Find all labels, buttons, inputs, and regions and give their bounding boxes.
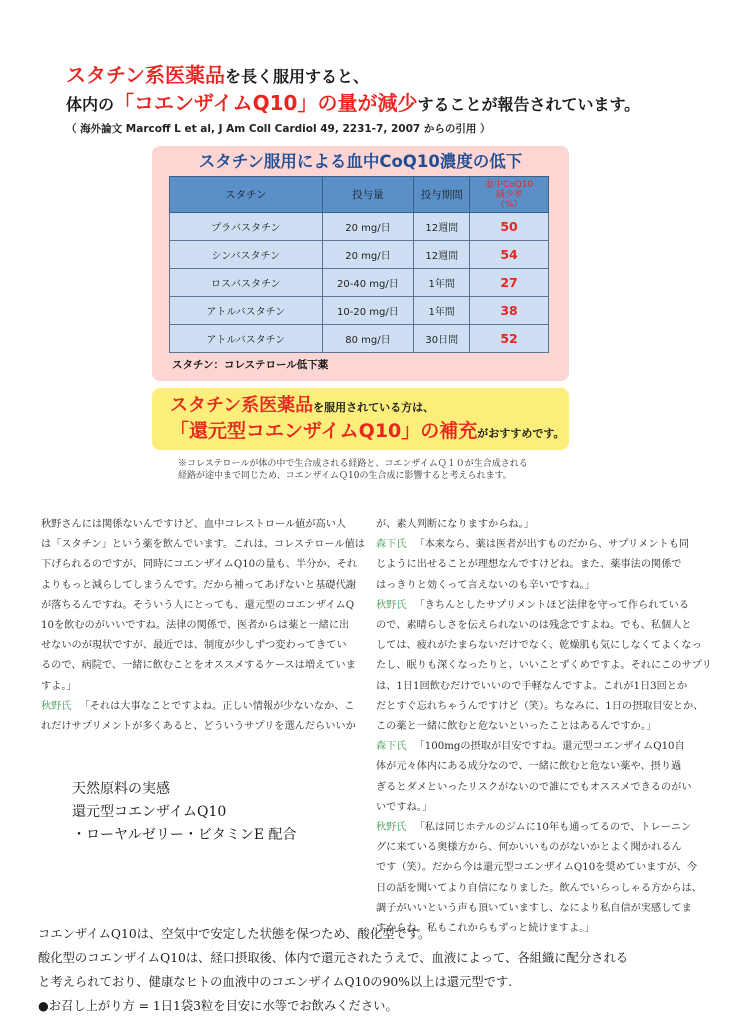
speaker-label: 森下氏	[376, 741, 407, 753]
interview-line: いですね。」	[376, 801, 433, 813]
interview-line: よりもっと減らしてしまうんです。だから補ってあげないと基礎代謝	[41, 579, 356, 591]
table-title: スタチン服用による血中CoQ10濃度の低下	[198, 152, 523, 171]
recommendation-line-1	[170, 394, 569, 420]
interview-line: 日の話を聞いてより自信になりました。飲んでいらっしゃる方からは、	[376, 882, 702, 894]
dosage-instructions: ●お召し上がり方 = 1日1袋3粒を目安に水等でお飲みください。	[38, 999, 398, 1013]
table-row	[170, 213, 549, 241]
interview-line	[376, 596, 696, 616]
header-dose: 投与量	[322, 177, 414, 213]
biosynthesis-note	[178, 458, 528, 482]
statin-reduction: 54	[470, 241, 549, 269]
interview-line: 10を飲むのがいいですね。法律の関係で、医者からは薬と一緒に出	[41, 620, 350, 632]
interview-text: 「きちんとしたサプリメントほど法律を守って作られている	[414, 599, 690, 611]
statin-name: アトルバスタチン	[170, 325, 323, 353]
interview-text: 「私は同じホテルのジムに10年も通ってるので、トレーニン	[414, 822, 692, 834]
table-row	[170, 297, 549, 325]
headline-line-2-rest: することが報告されています。	[417, 95, 641, 114]
speaker-label: 森下氏	[376, 539, 407, 551]
statin-dose: 20-40 mg/日	[322, 269, 414, 297]
note-line: ※コレステロールが体の中で生合成される経路と、コエンザイムＱ１０が生合成される	[178, 459, 528, 469]
interview-line: 調子がいいという声も頂いていますし、なにより私自信が実感してま	[376, 902, 692, 914]
interview-line	[376, 737, 696, 757]
table-header-row	[170, 177, 549, 213]
statin-reduction: 52	[470, 325, 549, 353]
statin-dose: 80 mg/日	[322, 325, 414, 353]
description-line: 酸化型のコエンザイムQ10は、経口摂取後、体内で還元されたうえで、血液によって、各組織に配分される	[38, 951, 629, 965]
product-line: 還元型コエンザイムQ10	[72, 804, 227, 820]
header-rate-line-2: 減少率	[495, 189, 523, 200]
interview-line: るので、病院で、一緒に飲むことをオススメするケースは増えていま	[41, 660, 356, 672]
statin-name: アトルバスタチン	[170, 297, 323, 325]
interview-line: 下げられるのですが、同時にコエンザイムQ10の量も、半分か、それ	[41, 559, 358, 571]
interview-line	[376, 818, 696, 838]
speaker-label: 秋野氏	[41, 700, 72, 712]
statin-name: プラバスタチン	[170, 213, 323, 241]
interview-line: だとすぐ忘れちゃうんですけど（笑）。ちなみに、1日の摂取目安とか、	[376, 700, 704, 712]
statin-dose: 20 mg/日	[322, 241, 414, 269]
header-rate-line-3: （%）	[495, 199, 523, 210]
table-row	[170, 241, 549, 269]
speaker-label: 秋野氏	[376, 822, 407, 834]
interview-line: は、1日1回飲むだけでいいので手軽なんですよ。これが1日3回とか	[376, 680, 688, 692]
statin-duration: 12週間	[414, 213, 470, 241]
interview-line	[41, 697, 361, 717]
interview-text: 「それは大事なことですよね。正しい情報が少ないなか、こ	[79, 700, 355, 712]
header-duration: 投与期間	[414, 177, 470, 213]
citation: （ 海外論文 Marcoff L et al, J Am Coll Cardiol 49, 2231-7, 2007 からの引用 ）	[66, 123, 491, 135]
interview-line: せないのが現状ですが、最近では、制度が少しずつ変わってきてい	[41, 640, 347, 652]
table-row	[170, 325, 549, 353]
recommendation-coq10-highlight: 「還元型コエンザイムQ10」の補充	[170, 420, 478, 442]
product-tagline	[72, 778, 297, 847]
interview-line: が、素人判断になりますからね。」	[376, 519, 534, 530]
headline-statin-highlight: スタチン系医薬品	[66, 63, 225, 87]
statin-table-panel	[152, 146, 569, 381]
headline	[66, 62, 716, 136]
interview-text: 「100mgの摂取が目安ですね。還元型コエンザイムQ10自	[414, 741, 685, 753]
product-description	[38, 922, 628, 1018]
recommendation-line-1-rest: を服用されている方は、	[313, 401, 435, 414]
recommendation-line-2	[170, 420, 569, 445]
headline-line-1	[66, 62, 716, 90]
interview-line: ぎるとダメといったリスクがないので誰にでもオススメできるのがい	[376, 781, 692, 793]
table-footnote: スタチン：コレステロール低下薬	[172, 359, 329, 371]
interview-line: が落ちるんですね。そういう人にとっても、還元型のコエンザイムQ	[41, 599, 355, 611]
table-row	[170, 269, 549, 297]
statin-table	[169, 176, 549, 353]
statin-dose: 20 mg/日	[322, 213, 414, 241]
interview-line: は「スタチン」という薬を飲んでいます。これは、コレステロール値は	[41, 539, 365, 551]
interview-line: すからね。私もこれからもずっと続けますよ。」	[376, 923, 595, 935]
interview-line: グに来ている奥様方から、何かいいものがないかとよく聞かれるん	[376, 842, 682, 854]
headline-coq10-highlight: 「コエンザイムQ10」の量が減少	[114, 91, 418, 115]
interview-right-column	[376, 515, 712, 939]
interview-line: 秋野さんには関係ないんですけど、血中コレストロール値が高い人	[41, 519, 347, 530]
headline-line-2-pre: 体内の	[66, 95, 115, 114]
interview-line	[376, 535, 696, 555]
statin-reduction: 27	[470, 269, 549, 297]
statin-dose: 10-20 mg/日	[322, 297, 414, 325]
recommendation-statin-highlight: スタチン系医薬品	[170, 395, 314, 416]
header-statin: スタチン	[170, 177, 323, 213]
interview-line: しては、疲れがたまらないだけでなく、乾燥肌も気にしなくてよくなっ	[376, 640, 702, 652]
statin-name: ロスバスタチン	[170, 269, 323, 297]
statin-reduction: 50	[470, 213, 549, 241]
statin-name: シンバスタチン	[170, 241, 323, 269]
interview-left-column	[41, 515, 365, 737]
headline-line-2	[66, 90, 716, 118]
interview-line: ので、素晴らしさを伝えられないのは残念ですよね。でも、私個人と	[376, 620, 692, 632]
interview-line: じように出せることが理想なんですけどね。また、薬事法の関係で	[376, 559, 682, 571]
headline-line-1-rest: を長く服用すると、	[225, 67, 370, 86]
header-rate-line-1: 血中CoQ10	[484, 179, 534, 190]
statin-duration: 1年間	[414, 297, 470, 325]
interview-line: すよ。」	[41, 680, 77, 692]
statin-reduction: 38	[470, 297, 549, 325]
header-reduction-rate	[470, 177, 549, 213]
recommendation-panel	[152, 388, 569, 450]
description-line: コエンザイムQ10は、空気中で安定した状態を保つため、酸化型です。	[38, 927, 431, 941]
interview-line: です（笑）。だから今は還元型コエンザイムQ10を奨めていますが、今	[376, 862, 698, 874]
speaker-label: 秋野氏	[376, 599, 407, 611]
product-line: ・ローヤルゼリー・ビタミンE 配合	[72, 827, 297, 843]
description-line: と考えられており、健康なヒトの血液中のコエンザイムQ10の90%以上は還元型です.	[38, 975, 513, 989]
interview-line: れだけサプリメントが多くあると、どういうサプリを選んだらいいか	[41, 721, 356, 733]
statin-duration: 12週間	[414, 241, 470, 269]
recommendation-line-2-rest: がおすすめです。	[477, 427, 565, 440]
interview-line: たし、眠りも深くなったりと、いいことずくめですよ。それにこのサプリ	[376, 660, 712, 672]
interview-line: 体が元々体内にある成分なので、一緒に飲むと危ない薬や、摂り過	[376, 761, 682, 773]
interview-line: はっきりと効くって言えないのも辛いですね。」	[376, 579, 595, 591]
statin-duration: 30日間	[414, 325, 470, 353]
statin-duration: 1年間	[414, 269, 470, 297]
interview-line: この薬と一緒に飲むと危ないといったことはあるんですか。」	[376, 721, 657, 733]
note-line: 経路が途中まで同じため、コエンザイムＱ10の生合成に影響すると考えられます。	[178, 471, 512, 481]
product-line: 天然原料の実感	[72, 781, 170, 797]
interview-text: 「本来なら、薬は医者が出すものだから、サプリメントも同	[414, 539, 690, 551]
